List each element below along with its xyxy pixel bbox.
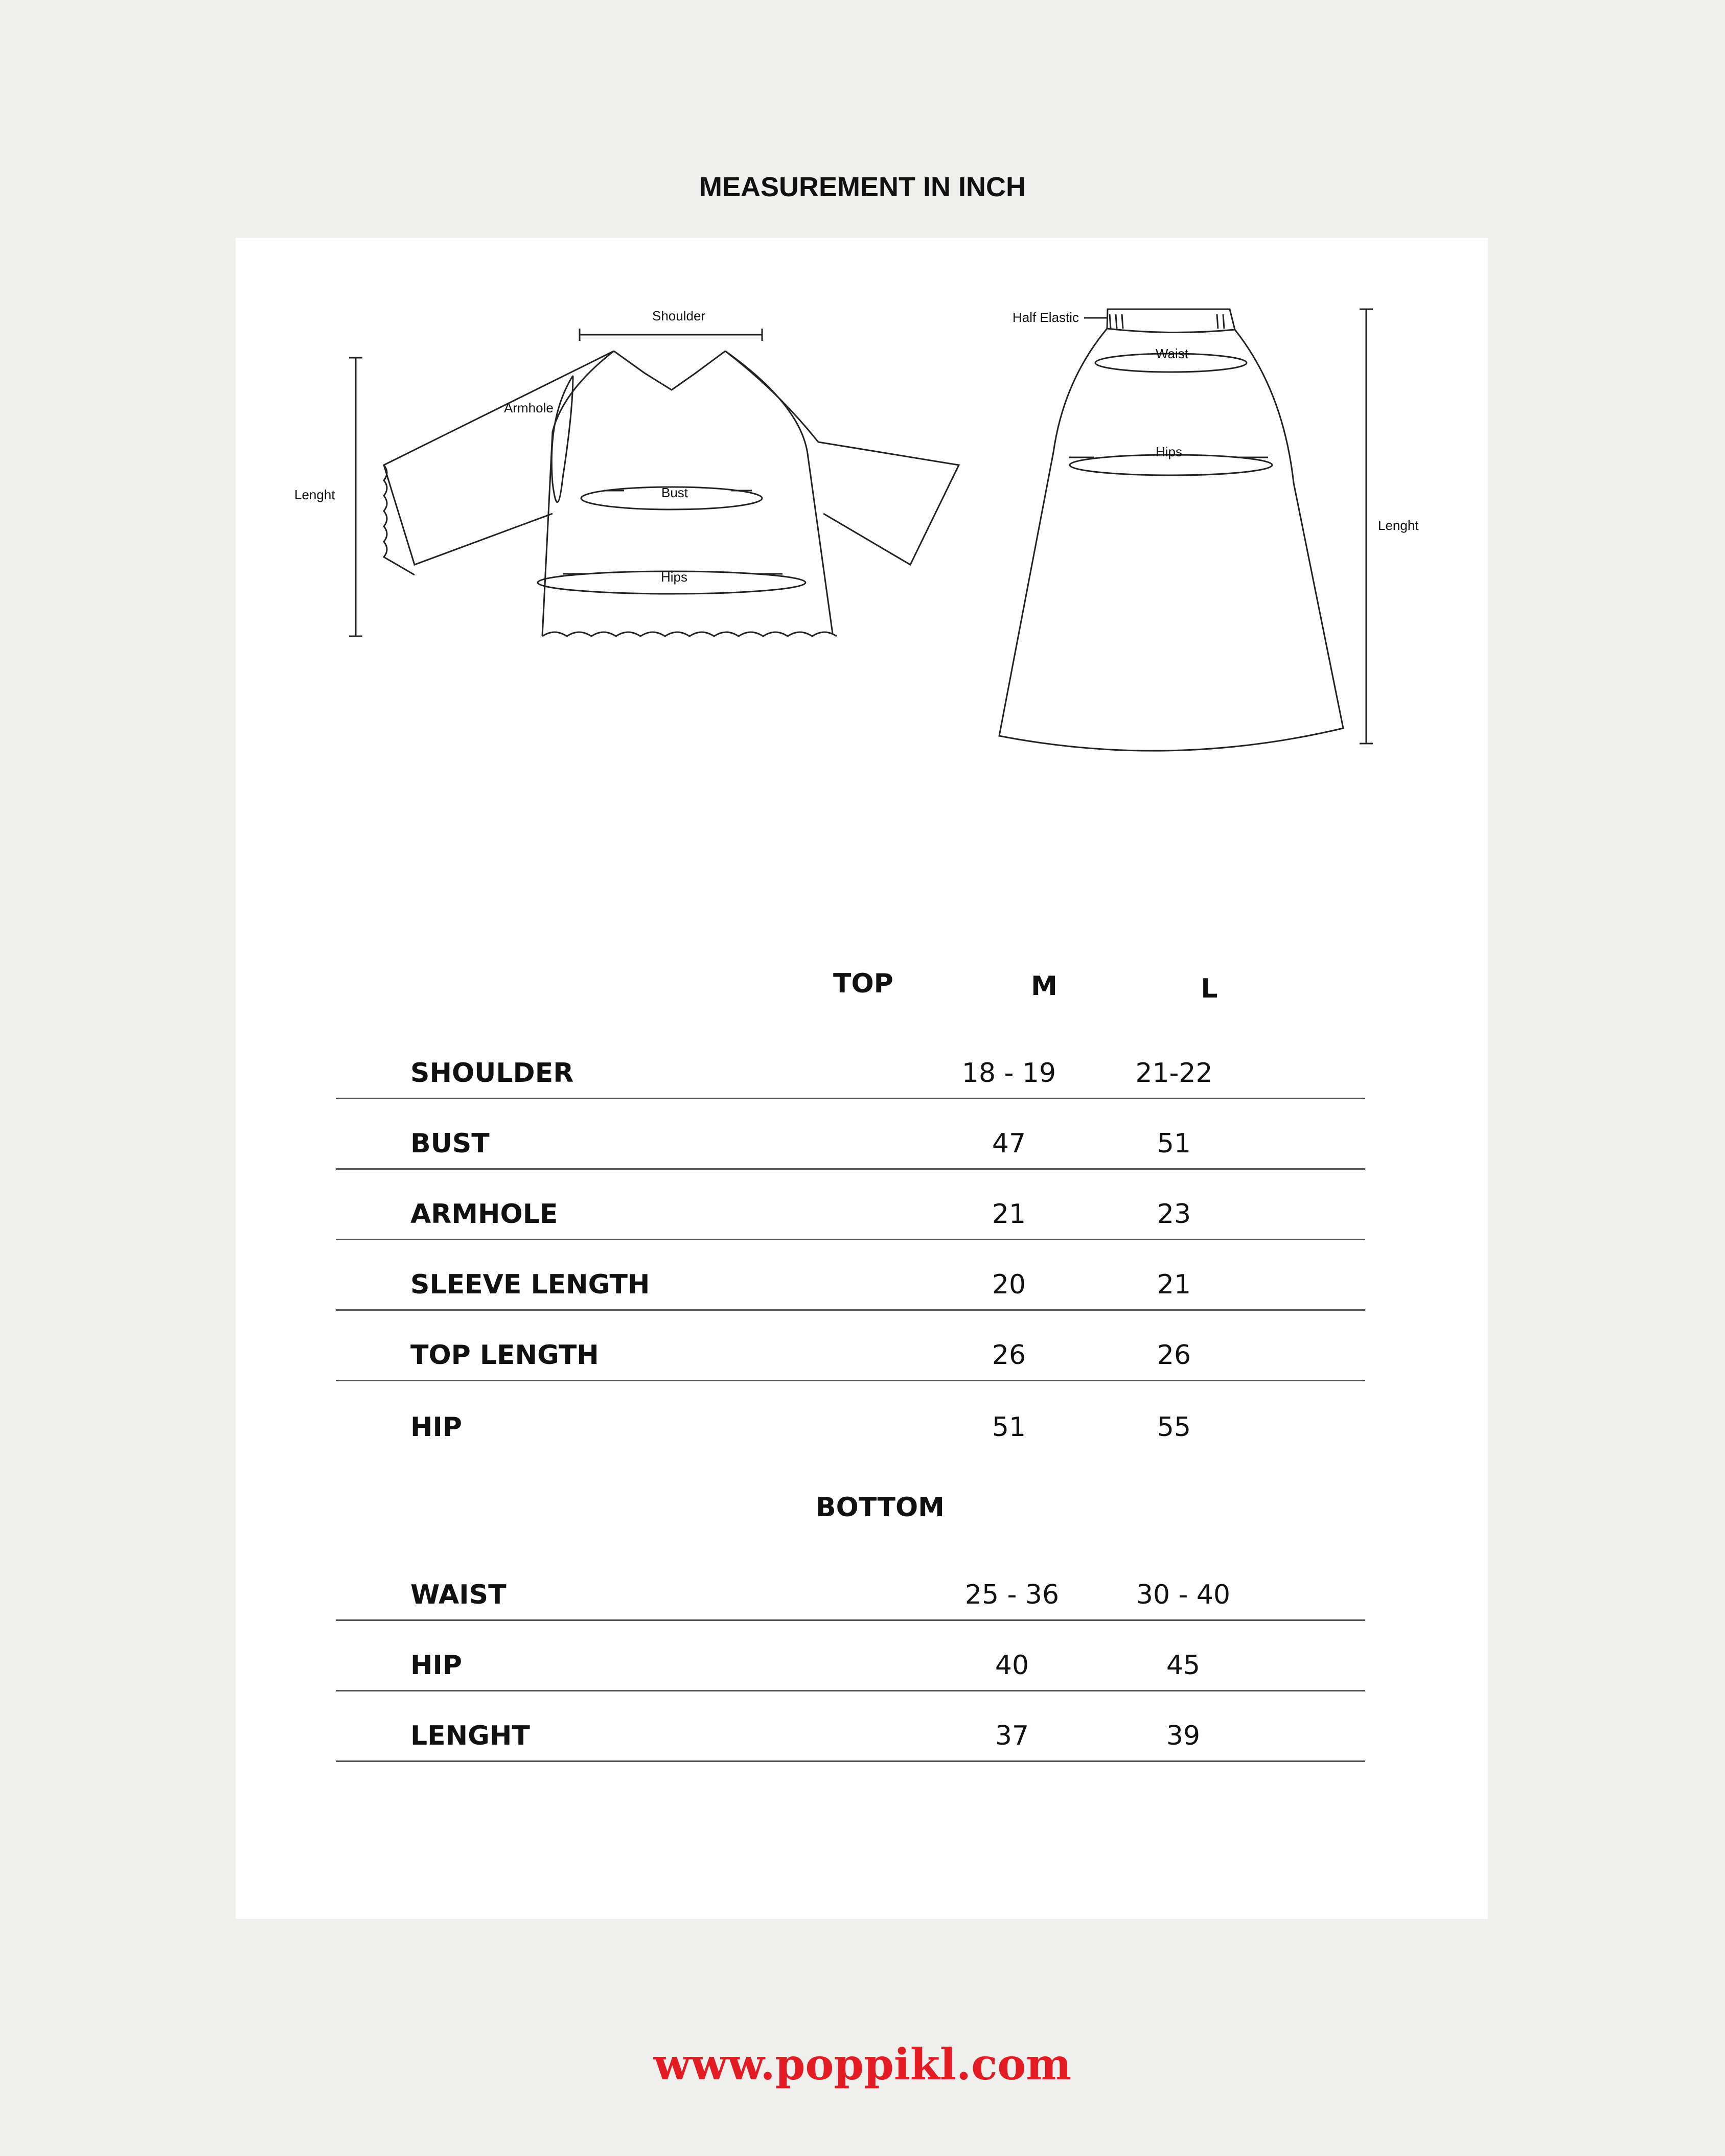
- size-l-value: 21-22: [1135, 1058, 1213, 1088]
- table-row: [336, 1168, 1365, 1240]
- row-label: BUST: [410, 1128, 490, 1159]
- table-row: [336, 1309, 1365, 1381]
- size-m-value: 18 - 19: [961, 1058, 1056, 1088]
- top-section-title: TOP: [833, 968, 893, 999]
- row-label: ARMHOLE: [410, 1199, 558, 1230]
- footer-website-link[interactable]: www.poppikl.com: [653, 2039, 1072, 2090]
- half-elastic-diagram-label: Half Elastic: [1013, 310, 1079, 325]
- size-l-value: 21: [1157, 1269, 1191, 1300]
- size-chart-sheet: [236, 238, 1488, 1919]
- size-m-value: 40: [995, 1650, 1029, 1681]
- table-row: [336, 1549, 1365, 1621]
- size-m-value: 21: [992, 1199, 1026, 1230]
- size-l-value: 39: [1166, 1721, 1201, 1751]
- shoulder-diagram-label: Shoulder: [652, 308, 706, 323]
- armhole-diagram-label: Armhole: [504, 400, 554, 415]
- bottom-section-title: BOTTOM: [816, 1492, 945, 1523]
- size-l-value: 23: [1157, 1199, 1191, 1230]
- size-header-l: L: [1201, 973, 1218, 1004]
- row-label: WAIST: [410, 1580, 507, 1610]
- bottom-hips-diagram-label: Hips: [1156, 444, 1183, 459]
- size-m-value: 20: [992, 1269, 1026, 1300]
- size-l-value: 51: [1157, 1128, 1191, 1159]
- table-row: [336, 1619, 1365, 1691]
- bottom-length-diagram-label: Lenght: [1378, 518, 1419, 533]
- page-title: MEASUREMENT IN INCH: [699, 172, 1026, 202]
- size-l-value: 30 - 40: [1136, 1580, 1231, 1610]
- table-row: [336, 1239, 1365, 1311]
- top-hips-diagram-label: Hips: [661, 569, 688, 585]
- size-m-value: 47: [992, 1128, 1026, 1159]
- bust-diagram-label: Bust: [661, 485, 688, 500]
- size-m-value: 26: [992, 1340, 1026, 1371]
- row-label: SLEEVE LENGTH: [410, 1269, 650, 1300]
- top-garment-illustration: [294, 308, 959, 636]
- row-label: HIP: [410, 1412, 462, 1443]
- row-label: HIP: [410, 1650, 462, 1681]
- bottom-garment-illustration: [999, 309, 1419, 751]
- size-l-value: 26: [1157, 1340, 1191, 1371]
- size-m-value: 25 - 36: [964, 1580, 1060, 1610]
- size-l-value: 55: [1157, 1412, 1191, 1443]
- size-m-value: 37: [995, 1721, 1029, 1751]
- table-row: [336, 1027, 1365, 1099]
- waist-diagram-label: Waist: [1156, 346, 1189, 361]
- garment-diagram: [236, 238, 1488, 800]
- table-row: [336, 1381, 1365, 1452]
- size-m-value: 51: [992, 1412, 1026, 1443]
- row-label: SHOULDER: [410, 1058, 574, 1088]
- row-label: TOP LENGTH: [410, 1340, 599, 1371]
- size-l-value: 45: [1166, 1650, 1201, 1681]
- table-row: [336, 1098, 1365, 1170]
- row-label: LENGHT: [410, 1721, 530, 1751]
- size-header-m: M: [1031, 971, 1057, 1002]
- top-length-diagram-label: Lenght: [294, 487, 335, 502]
- table-row: [336, 1690, 1365, 1762]
